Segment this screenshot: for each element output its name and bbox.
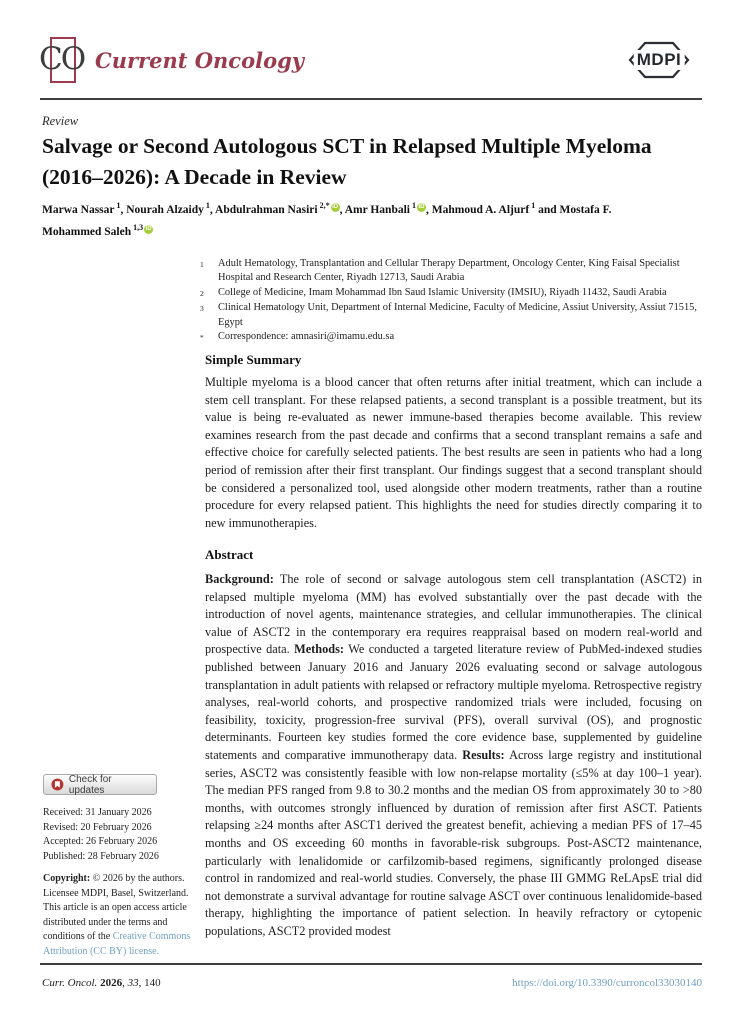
affiliation-text: Adult Hematology, Transplantation and Cellular Therapy Department, Oncology Center, King Faisal Specialist Hospital and Research Center, Riyadh 12713, Saudi Arabia [218, 258, 680, 284]
abstract-methods-text: We conducted a targeted literature review of PubMed-indexed studies published between January 2016 and January 2026 evaluating second or salvage autologous transplantation in adult patients with relapsed or refractory multiple myeloma. Retrospective registry analyses, real-world cohorts, and prospective randomized trials were included, focusing on feasibility, toxicity, progression-free survival (PFS), overall survival (OS), and prognostic determinants. Fourteen key studies formed the core evidence base, supplemented by guideline statements and comparative immunotherapy data. [205, 642, 703, 762]
date-received: Received: 31 January 2026 [43, 807, 152, 818]
correspondence-text: Correspondence: amnasiri@imamu.edu.sa [218, 331, 395, 343]
journal-name: Current Oncology [95, 47, 304, 73]
correspondence-marker: * [200, 333, 204, 343]
article-type-label: Review [42, 114, 79, 128]
author: Abdulrahman Nasiri $^{2,*}$ iD , [215, 201, 345, 216]
orcid-icon[interactable]: iD [145, 226, 152, 233]
mdpi-logo-text: MDPI [634, 50, 685, 70]
article-dates [43, 806, 193, 864]
simple-summary-text: Multiple myeloma is a blood cancer that often returns after initial treatment, which can include a stem cell transplant. For these relapsed patients, a second transplant is a possible treatment, but its value is being re-evaluated as newer immune-based therapies become available. This review examines research from the past decade and confirms that a second transplant remains a safe and effective choice for carefully selected patients. The best results are seen in patients who had a long period of remission after their first transplant. Our findings suggest that a second transplant should be considered a personalized tool, used alongside other modern treatments, rather than a routine procedure for every relapsed patient. This highlights the need for studies directly comparing it to new immunotherapies. [205, 375, 702, 530]
cc-by-license-link[interactable]: Creative Commons Attribution (CC BY) license. [43, 931, 191, 957]
author-list [42, 197, 650, 242]
date-accepted: Accepted: 26 February 2026 [43, 836, 158, 848]
correspondence-email[interactable]: amnasiri@imamu.edu.sa [291, 331, 395, 343]
affiliation-number: 3 [200, 304, 204, 314]
logo-letters: CO [39, 41, 85, 77]
abstract-text [205, 571, 702, 940]
copyright-label: Copyright: [43, 873, 91, 884]
copyright-text: © 2026 by the authors. Licensee MDPI, Basel, Switzerland. This article is an open access article distributed under the terms and conditions of the [43, 873, 189, 943]
abstract-results-label: Results: [462, 747, 505, 762]
check-for-updates-button[interactable] [43, 774, 157, 795]
current-oncology-logo-icon [39, 37, 85, 83]
affiliation-item [200, 286, 704, 301]
article-title: Salvage or Second Autologous SCT in Relapsed Multiple Myeloma (2016–2026): A Decade in Review [42, 134, 652, 189]
journal-citation: Curr. Oncol. 2026, 33, 140 [42, 977, 161, 989]
date-revised: Revised: 20 February 2026 [43, 821, 152, 833]
header-divider [40, 98, 702, 100]
author: Mahmoud A. Aljurf $^1$ and [431, 201, 560, 216]
affiliation-item [200, 301, 704, 330]
affiliation-item [200, 257, 704, 286]
author: Nourah Alzaidy $^1$, [126, 201, 216, 216]
abstract-methods-label: Methods: [294, 642, 344, 657]
journal-brand[interactable] [39, 37, 304, 83]
crossmark-icon [51, 778, 64, 791]
author: Marwa Nassar $^1$, [42, 201, 127, 216]
author: Mostafa F. Mohammed Saleh $^{1,3}$ iD [42, 203, 612, 239]
check-for-updates-label: Check for updates [68, 773, 112, 796]
footer-divider [40, 963, 702, 965]
affiliation-number: 1 [200, 260, 204, 269]
affiliation-text: College of Medicine, Imam Mohammad Ibn Saud Islamic University (IMSIU), Riyadh 11432, Saudi Arabia [218, 286, 667, 298]
orcid-icon[interactable]: iD [332, 204, 339, 210]
orcid-icon[interactable]: iD [418, 204, 425, 210]
date-published: Published: 28 February 2026 [43, 850, 159, 862]
abstract-results-text: Across large registry and institutional series, ASCT2 was consistently feasible with low non-relapse mortality (≤5% at day 100–1 year). The median PFS ranged from 9.8 to 30.2 months and the median OS from approximately 30 to >80 months, with outcomes strongly influenced by duration of remission after first ASCT. Patients relapsing ≥24 months after ASCT1 derived the greatest benefit, achieving a median PFS of 17–45 months and OS exceeding 60 months in favorable-risk subgroups. Post-ASCT2 maintenance, particularly with lenalidomide or carfilzomib-based regimens, significantly prolonged disease control in randomized and real-world studies. Conversely, the phase III GMMG ReLApsE trial did not demonstrate a survival advantage for routine salvage ASCT over continuous lenalidomide-based therapy, highlighting the importance of patient selection. In heavily refractory or cytopenic populations, ASCT2 provided modest [205, 747, 702, 938]
doi-link[interactable]: https://doi.org/10.3390/curroncol33030140 [512, 977, 702, 989]
correspondence-line [200, 330, 704, 345]
mdpi-logo-icon[interactable] [618, 39, 700, 81]
simple-summary-heading: Simple Summary [205, 352, 302, 367]
affiliations [200, 257, 704, 345]
author: Amr Hanbali $^1$ iD , [344, 201, 432, 216]
copyright-notice [43, 872, 191, 960]
affiliation-number: 2 [200, 288, 204, 298]
page-header [39, 34, 700, 86]
abstract-background-text: The role of second or salvage autologous stem cell transplantation (ASCT2) in relapsed multiple myeloma (MM) has evolved substantially over the past decade with the introduction of novel agents, maintenance strategies, and cellular immunotherapies. The clinical value of ASCT2 in the contemporary era requires reappraisal based on modern real-world and prospective data. [205, 572, 702, 657]
abstract-heading: Abstract [205, 547, 254, 562]
page-footer [42, 977, 702, 989]
abstract-background-label: Background: [205, 572, 274, 586]
affiliation-text: Clinical Hematology Unit, Department of Internal Medicine, Faculty of Medicine, Assiut University, Assiut 71515, Egypt [218, 302, 697, 328]
